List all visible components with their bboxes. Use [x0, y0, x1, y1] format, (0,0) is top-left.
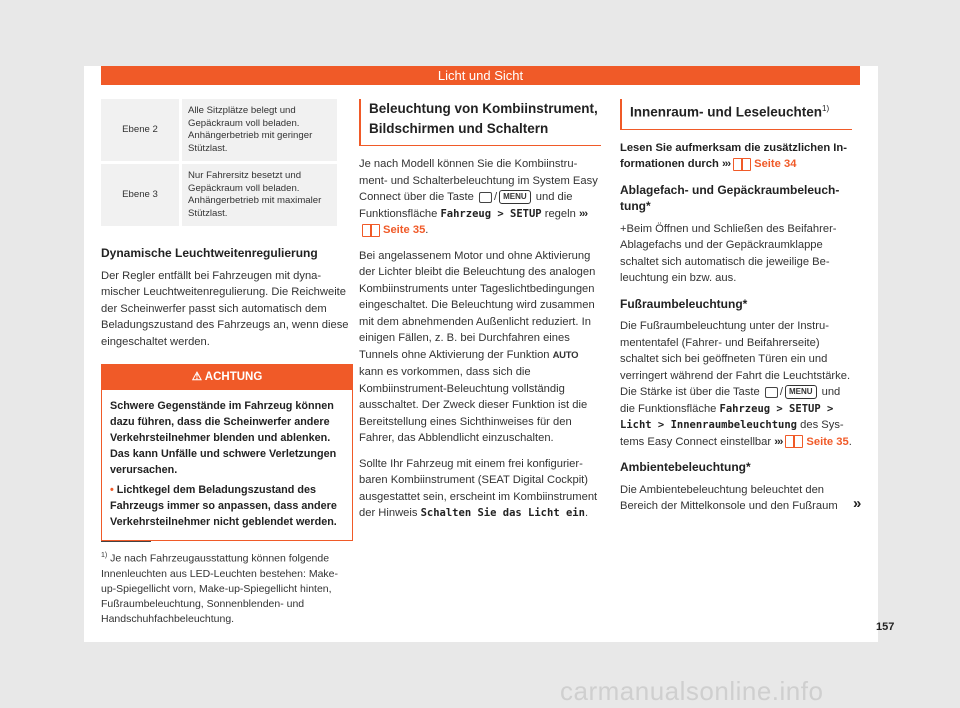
settings-key-icon [765, 387, 778, 398]
right-intro [620, 140, 852, 173]
middle-paragraph [359, 248, 601, 447]
warning-header [102, 365, 352, 390]
table-row [101, 163, 337, 228]
settings-key-icon [479, 192, 492, 203]
table-cell-text: Nur Fahrersitz besetzt und Gepäckraum voll beladen. Anhängerbetrieb mit maximaler Stützlast. [181, 163, 338, 228]
right-section-title [620, 99, 852, 130]
title-text: Innenraum- und Leseleuchten [630, 104, 823, 120]
watermark: carmanualsonline.info [560, 676, 824, 706]
warning-text: Schwere Gegenstände im Fahrzeug können dazu führen, dass die Scheinwerfer andere Verkehrsteilnehmer blenden und ablenken. Das kann Unfälle und schwere Verletzungen verursachen. [110, 399, 337, 476]
text-run: . [425, 224, 429, 236]
auto-light-icon: AUTO [552, 349, 579, 361]
footnote [101, 548, 349, 627]
right-paragraph: Die Ambientebeleuchtung beleuchtet den Bereich der Mittelkonsole und den Fußraum [620, 483, 838, 512]
warning-list-item [110, 482, 344, 530]
menu-key-icon: MENU [499, 190, 531, 204]
middle-section-title: Beleuchtung von Kombiinstrument, Bildschirmen und Schaltern [359, 99, 601, 146]
warning-item-text: Lichtkegel dem Beladungszustand des Fahrzeugs immer so anpassen, dass andere Verkehrsteilnehmer nicht geblendet werden. [110, 483, 337, 528]
footnote-text: Je nach Fahrzeugausstattung können folgende Innenleuchten aus LED-Leuchten bestehen: Make-up-Spiegellicht vorn, Make-up-Spiegellicht hinten, Fußraumbeleuchtung, Sonnenblenden- und Handschuhfachbeleuchtung. [101, 552, 338, 625]
right-paragraph [620, 318, 852, 450]
left-column [101, 99, 351, 541]
subsection-title: Fußraumbeleuchtung* [620, 296, 748, 311]
text-run: des Systems Easy Connect einstellbar [620, 419, 844, 448]
dynamic-title: Dynamische Leuchtweitenregulierung [101, 246, 318, 260]
bullet-icon: • [110, 483, 114, 496]
table-cell-label: Ebene 2 [101, 99, 181, 163]
display-message: Schalten Sie das Licht ein [420, 507, 585, 519]
table-cell-label: Ebene 3 [101, 163, 181, 228]
dynamic-text: Der Regler entfällt bei Fahrzeugen mit dynamischer Leuchtweitenregulierung. Die Reichweite der Scheinwerfer passt sich automatisch dem Beladungszustand des Fahrzeugs an, wenn diese eingeschaltet werden. [101, 269, 349, 348]
menu-key-icon: MENU [785, 385, 817, 399]
reference-arrows: ››› [721, 158, 731, 170]
subsection-title: Ablagefach- und Gepäckraumbeleuchtung* [620, 182, 840, 213]
text-run: Bei angelassenem Motor und ohne Aktivierung der Lichter bleibt die Beleuchtung des analogen Kombiinstruments unter Tageslichtbedingungen eingeschaltet. Die Beleuchtung wird zusammen mit dem abnehmenden Außenlicht reduziert. In einigen Fällen, z. B. bei Durchfahren eines Tunnels ohne Aktivierung der Funktion [359, 249, 596, 361]
table-row [101, 99, 337, 163]
right-column [620, 99, 852, 524]
text-run: . [584, 507, 589, 519]
level-table [101, 99, 337, 229]
book-icon [362, 224, 380, 237]
text-run: . [848, 435, 852, 448]
reference-arrows: ››› [578, 207, 588, 220]
text-run: Je nach Modell können Sie die Kombiinstrument- und Schalterbeleuchtung im System Easy Connect über die Taste [359, 158, 598, 203]
text-run: Die Fußraumbeleuchtung unter der Instrumententafel (Fahrer- und Beifahrerseite) schaltet sich bei geöffneten Türen ein und verringert während der Fahrt die Leuchtstärke. Die Stärke ist über die Taste [620, 320, 851, 398]
function-path: Fahrzeug > SETUP [440, 207, 542, 220]
subsection-title: Ambientebeleuchtung* [620, 460, 751, 474]
text-run: und die Funktionsfläche [359, 191, 573, 220]
page-reference-link[interactable]: Seite 35 [383, 224, 426, 236]
warning-box [101, 364, 353, 541]
table-cell-text: Alle Sitzplätze belegt und Gepäckraum voll beladen. Anhängerbetrieb mit geringer Stützlast. [181, 99, 338, 163]
page-reference-link[interactable]: Seite 35 [806, 435, 849, 448]
middle-paragraph [359, 156, 601, 239]
text-run: Sollte Ihr Fahrzeug mit einem frei konfigurierbaren Kombiinstrument (SEAT Digital Cockpit) ausgestattet sein, erscheint im Kombiinstrument der Hinweis [359, 457, 598, 519]
page-number: 157 [876, 621, 895, 633]
reference-arrows: ››› [774, 435, 783, 448]
continue-mark: » [853, 495, 862, 512]
page-reference-link[interactable]: Seite 34 [754, 158, 797, 170]
footnote-divider [101, 541, 151, 542]
text-run: Lesen Sie aufmerksam die zusätzlichen Informationen durch [620, 141, 847, 170]
warning-body [102, 390, 352, 540]
middle-column [359, 99, 601, 531]
text-run: regeln [544, 207, 576, 220]
dynamic-section [101, 245, 351, 350]
text-run: kann es vorkommen, dass sich die Kombiinstrument-Beleuchtung vollständig ausschaltet. Der Zweck dieser Funktion ist die Bereitstellung eines Sichthinweises für den Fahrer, das Abblendlicht einzuschalten. [359, 366, 588, 444]
book-icon [785, 435, 803, 448]
footnote-marker: 1) [101, 552, 108, 559]
middle-paragraph [359, 456, 601, 522]
chapter-header: Licht und Sicht [101, 66, 860, 85]
function-path: Fahrzeug > SETUP > Licht > Innenraumbeleuchtung [620, 402, 834, 431]
text-run: und die Funktionsfläche [620, 386, 841, 415]
warning-title: ACHTUNG [204, 371, 263, 383]
text-run: / [493, 191, 498, 203]
right-paragraph: +Beim Öffnen und Schließen des Beifahrer-Ablagefachs und der Gepäckraumklappe schaltet sich automatisch die jeweilige Beleuchtung ein bzw. aus. [620, 222, 837, 284]
warning-triangle-icon: ⚠ [191, 371, 203, 383]
text-run: / [779, 386, 783, 398]
footnote-marker: 1) [822, 104, 830, 113]
book-icon [733, 158, 751, 171]
